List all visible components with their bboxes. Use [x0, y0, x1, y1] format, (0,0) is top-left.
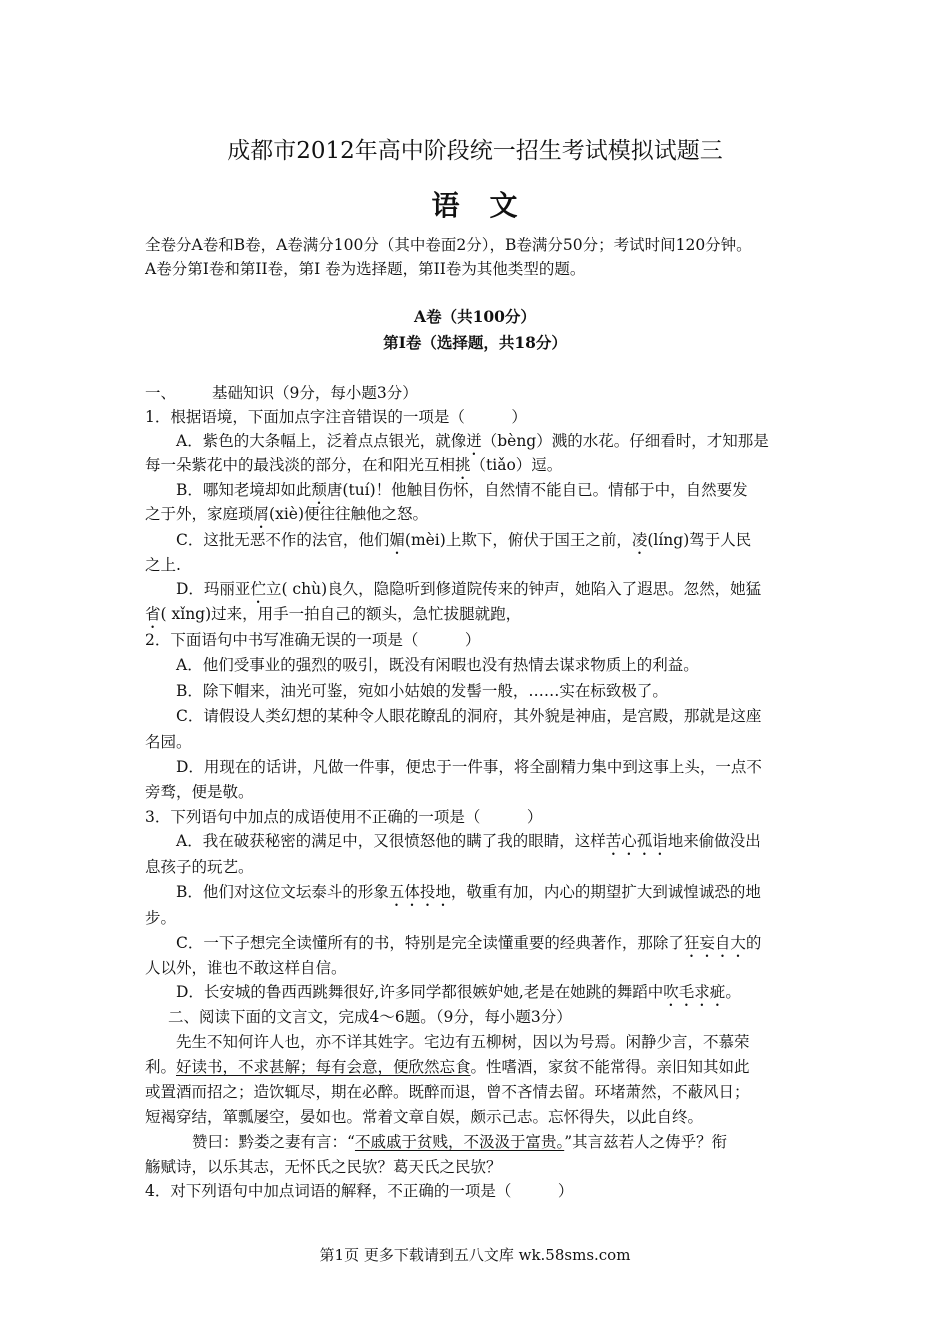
passage-p2-line1: 赞曰：黔娄之妻有言：“不戚戚于贫贱，不汲汲于富贵。”其言兹若人之俦乎？衔: [192, 1133, 728, 1151]
dotted-idiom: 苦心孤诣: [605, 832, 668, 850]
dotted-char: 屑: [253, 505, 270, 523]
q2-stem: 2．下面语句中书写准确无误的一项是（ ）: [145, 631, 481, 649]
intro-line-2: A卷分第I卷和第II卷，第I 卷为选择题，第II卷为其他类型的题。: [145, 260, 586, 278]
q3-option-b-line2: 步。: [145, 909, 177, 927]
passage-p2-line2: 觞赋诗，以乐其志，无怀氏之民欤？葛天氏之民欤？: [145, 1158, 502, 1176]
page-footer: 第1页 更多下载请到五八文库 wk.58sms.com: [319, 1246, 631, 1264]
passage-p1-line2: 利。好读书，不求甚解；每有会意，便欣然忘食。性嗜酒，家贫不能常得。亲旧知其如此: [145, 1058, 750, 1076]
q3-option-c-line1: C．一下子想完全读懂所有的书，特别是完全读懂重要的经典著作，那除了狂妄自大的: [176, 934, 762, 952]
q1-option-a-line2: 每一朵紫花中的最浅淡的部分，在和阳光互相挑（tiǎo）逗。: [145, 456, 563, 474]
dotted-idiom: 五体投地: [388, 883, 451, 901]
section-label: 一、: [145, 384, 177, 402]
passage-p1-line3: 或置酒而招之；造饮辄尽，期在必醉。既醉而退，曾不吝情去留。环堵萧然，不蔽风日；: [145, 1083, 750, 1101]
q1-option-c-line1: C．这批无恶不作的法官，他们媚(mèi)上欺下，俯伏于国王之前，凌(líng)驾于人民: [176, 531, 752, 549]
passage-p1-line1: 先生不知何许人也，亦不详其姓字。宅边有五柳树，因以为号焉。闲静少言，不慕荣: [176, 1033, 750, 1051]
q3-option-a-line1: A．我在破获秘密的满足中，又很愤怒他的瞒了我的眼睛，这样苦心孤诣地来偷做没出: [176, 832, 761, 850]
q1-option-d-line2: 省( xǐng)过来，用手一拍自己的额头，急忙拔腿就跑，: [145, 605, 522, 623]
exam-title: 成都市2012年高中阶段统一招生考试模拟试题三: [227, 138, 723, 164]
q3-option-d: D．长安城的鲁西西跳舞很好,许多同学都很嫉妒她,老是在她跳的舞蹈中吹毛求疵。: [176, 983, 741, 1001]
dotted-char: 颓: [311, 481, 327, 499]
dotted-char: 凌: [631, 531, 648, 549]
q3-option-a-line2: 息孩子的玩艺。: [145, 858, 254, 876]
intro-line-1: 全卷分A卷和B卷，A卷满分100分（其中卷面2分），B卷满分50分；考试时间120分钟。: [145, 236, 752, 254]
q2-option-c-line1: C．请假设人类幻想的某种令人眼花瞭乱的洞府，其外貌是神庙，是宫殿，那就是这座: [176, 707, 762, 725]
q1-stem: 1．根据语境，下面加点字注音错误的一项是（ ）: [145, 408, 527, 426]
section-1-heading: 第I卷（选择题，共18分）: [383, 333, 567, 352]
part-a-heading: A卷（共100分）: [414, 307, 536, 326]
dotted-char: 挑: [455, 456, 471, 474]
section-2-heading: 二、阅读下面的文言文，完成4～6题。（9分，每小题3分）: [168, 1008, 572, 1026]
subject-heading: 语 文: [431, 189, 519, 222]
q4-stem: 4．对下列语句中加点词语的解释，不正确的一项是（ ）: [145, 1182, 574, 1200]
dotted-char: 省: [145, 605, 161, 623]
q1-option-b-line1: B．哪知老境却如此颓唐(tuí)！他触目伤怀，自然情不能自已。情郁于中，自然要发: [176, 481, 748, 499]
q1-option-a-line1: A．紫色的大条幅上，泛着点点银光，就像迸（bèng）溅的水花。仔细看时，才知那是: [176, 432, 769, 450]
dotted-idiom: 狂妄自大: [683, 934, 746, 952]
section-title: 基础知识（9分，每小题3分）: [212, 384, 418, 402]
dotted-char: 媚: [389, 531, 405, 549]
dotted-idiom: 吹毛求疵: [663, 983, 726, 1001]
q3-option-b-line1: B．他们对这位文坛泰斗的形象五体投地，敬重有加，内心的期望扩大到诚惶诚恐的地: [176, 883, 761, 901]
q2-option-a: A．他们受事业的强烈的吸引，既没有闲暇也没有热情去谋求物质上的利益。: [176, 656, 699, 674]
q2-option-d-line1: D．用现在的话讲，凡做一件事，便忠于一件事，将全副精力集中到这事上头，一点不: [176, 758, 762, 776]
underlined-sentence: 好读书，不求甚解；每有会意，便欣然忘食: [176, 1058, 471, 1076]
passage-p1-line4: 短褐穿结，箪瓢屡空，晏如也。常着文章自娱，颇示己志。忘怀得失，以此自终。: [145, 1108, 704, 1126]
q2-option-c-line2: 名园。: [145, 733, 192, 751]
underlined-quote: 不戚戚于贫贱，不汲汲于富贵。: [354, 1133, 565, 1151]
q1-option-b-line2: 之于外，家庭琐屑(xiè)便往往触他之怒。: [145, 505, 428, 523]
dotted-char: 伫: [250, 580, 266, 598]
q3-stem: 3．下列语句中加点的成语使用不正确的一项是（ ）: [145, 808, 543, 826]
dotted-char: 迸: [466, 432, 482, 450]
q2-option-d-line2: 旁骛，便是敬。: [145, 783, 254, 801]
q2-option-b: B．除下帽来，油光可鉴，宛如小姑娘的发髻一般，……实在标致极了。: [176, 682, 668, 700]
q1-option-c-line2: 之上.: [145, 556, 181, 574]
q1-option-d-line1: D．玛丽亚伫立( chù)良久，隐隐听到修道院传来的钟声，她陷入了遐思。忽然，她猛: [176, 580, 762, 598]
q3-option-c-line2: 人以外，谁也不敢这样自信。: [145, 959, 347, 977]
